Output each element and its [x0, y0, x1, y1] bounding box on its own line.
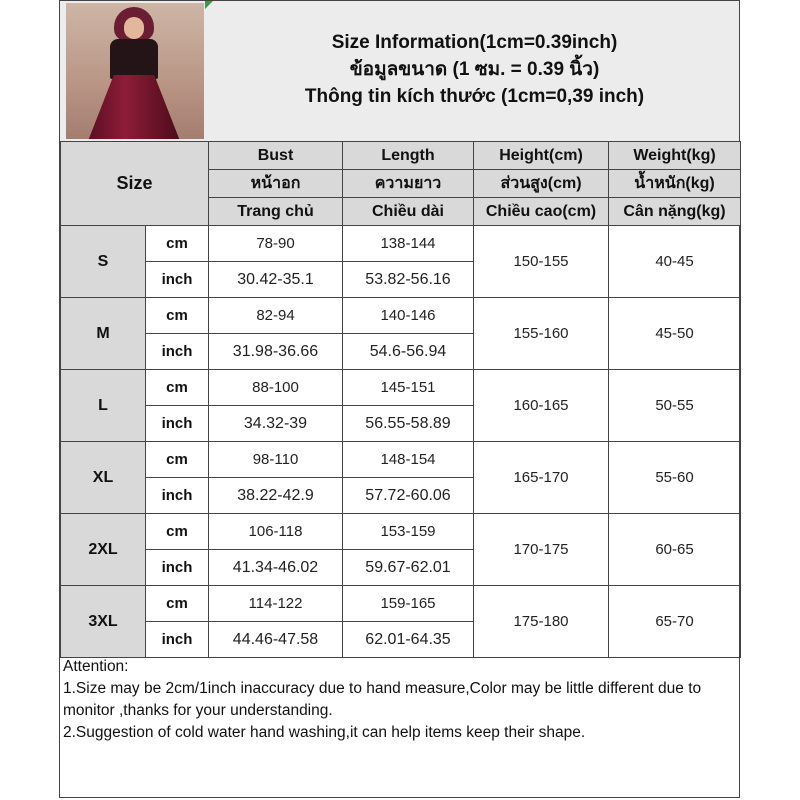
size-row-cm	[61, 370, 741, 406]
length-inch-cell: 54.6-56.94	[343, 334, 474, 370]
height-cell: 160-165	[474, 370, 609, 442]
length-cm-cell: 148-154	[343, 442, 474, 478]
weight-cell: 55-60	[609, 442, 741, 514]
length-inch-cell: 57.72-60.06	[343, 478, 474, 514]
model-face-shape	[124, 17, 144, 39]
size-row-cm	[61, 586, 741, 622]
bust-header-vi: Trang chủ	[209, 198, 343, 226]
size-row-cm	[61, 442, 741, 478]
attention-heading: Attention:	[63, 658, 129, 675]
bust-inch-cell: 41.34-46.02	[209, 550, 343, 586]
length-cm-cell: 159-165	[343, 586, 474, 622]
length-cm-cell: 145-151	[343, 370, 474, 406]
dress-skirt-shape	[88, 75, 180, 139]
length-inch-cell: 62.01-64.35	[343, 622, 474, 658]
length-cm-cell: 138-144	[343, 226, 474, 262]
title-english: Size Information(1cm=0.39inch)	[331, 32, 618, 53]
weight-header-th: น้ำหนัก(kg)	[609, 170, 741, 198]
weight-cell: 60-65	[609, 514, 741, 586]
unit-cm-cell: cm	[146, 514, 209, 550]
bust-header-en: Bust	[209, 142, 343, 170]
weight-header-vi: Cân nặng(kg)	[609, 198, 741, 226]
bust-cm-cell: 88-100	[209, 370, 343, 406]
attention-note-2: 2.Suggestion of cold water hand washing,it can help items keep their shape.	[63, 724, 586, 741]
length-header-en: Length	[343, 142, 474, 170]
header-row-en	[61, 142, 741, 170]
unit-inch-cell: inch	[146, 478, 209, 514]
size-column-header: Size	[61, 142, 209, 226]
bust-inch-cell: 44.46-47.58	[209, 622, 343, 658]
bust-cm-cell: 78-90	[209, 226, 343, 262]
bust-header-th: หน้าอก	[209, 170, 343, 198]
unit-inch-cell: inch	[146, 550, 209, 586]
attention-note-1: 1.Size may be 2cm/1inch inaccuracy due to hand measure,Color may be little different due to monitor ,thanks for your understanding.	[63, 680, 702, 719]
unit-cm-cell: cm	[146, 226, 209, 262]
size-row-cm	[61, 514, 741, 550]
unit-cm-cell: cm	[146, 442, 209, 478]
bust-cm-cell: 82-94	[209, 298, 343, 334]
size-label-cell: S	[61, 226, 146, 298]
unit-inch-cell: inch	[146, 262, 209, 298]
product-photo	[66, 3, 204, 139]
size-label-cell: 2XL	[61, 514, 146, 586]
corner-mark-icon	[205, 1, 213, 9]
unit-cm-cell: cm	[146, 298, 209, 334]
length-cm-cell: 140-146	[343, 298, 474, 334]
size-table	[60, 141, 741, 658]
title-vietnamese: Thông tin kích thước (1cm=0,39 inch)	[304, 86, 645, 107]
height-cell: 150-155	[474, 226, 609, 298]
height-cell: 175-180	[474, 586, 609, 658]
bust-cm-cell: 98-110	[209, 442, 343, 478]
weight-cell: 45-50	[609, 298, 741, 370]
bust-inch-cell: 34.32-39	[209, 406, 343, 442]
bust-cm-cell: 114-122	[209, 586, 343, 622]
height-cell: 170-175	[474, 514, 609, 586]
attention-notes	[60, 656, 739, 744]
unit-cm-cell: cm	[146, 370, 209, 406]
size-chart-card	[59, 0, 740, 798]
title-thai: ข้อมูลขนาด (1 ซม. = 0.39 นิ้ว)	[349, 59, 600, 80]
height-cell: 155-160	[474, 298, 609, 370]
length-inch-cell: 53.82-56.16	[343, 262, 474, 298]
size-label-cell: XL	[61, 442, 146, 514]
size-row-cm	[61, 298, 741, 334]
length-header-vi: Chiều dài	[343, 198, 474, 226]
weight-header-en: Weight(kg)	[609, 142, 741, 170]
size-chart-header	[60, 1, 739, 142]
bust-inch-cell: 30.42-35.1	[209, 262, 343, 298]
bust-cm-cell: 106-118	[209, 514, 343, 550]
height-cell: 165-170	[474, 442, 609, 514]
bust-inch-cell: 31.98-36.66	[209, 334, 343, 370]
length-inch-cell: 56.55-58.89	[343, 406, 474, 442]
weight-cell: 65-70	[609, 586, 741, 658]
length-header-th: ความยาว	[343, 170, 474, 198]
bust-inch-cell: 38.22-42.9	[209, 478, 343, 514]
size-row-cm	[61, 226, 741, 262]
dress-bodice-shape	[110, 39, 158, 79]
weight-cell: 40-45	[609, 226, 741, 298]
height-header-th: ส่วนสูง(cm)	[474, 170, 609, 198]
height-header-en: Height(cm)	[474, 142, 609, 170]
unit-inch-cell: inch	[146, 622, 209, 658]
unit-inch-cell: inch	[146, 406, 209, 442]
title-block	[210, 29, 739, 110]
weight-cell: 50-55	[609, 370, 741, 442]
height-header-vi: Chiều cao(cm)	[474, 198, 609, 226]
unit-inch-cell: inch	[146, 334, 209, 370]
size-label-cell: L	[61, 370, 146, 442]
unit-cm-cell: cm	[146, 586, 209, 622]
size-label-cell: M	[61, 298, 146, 370]
length-inch-cell: 59.67-62.01	[343, 550, 474, 586]
size-label-cell: 3XL	[61, 586, 146, 658]
length-cm-cell: 153-159	[343, 514, 474, 550]
